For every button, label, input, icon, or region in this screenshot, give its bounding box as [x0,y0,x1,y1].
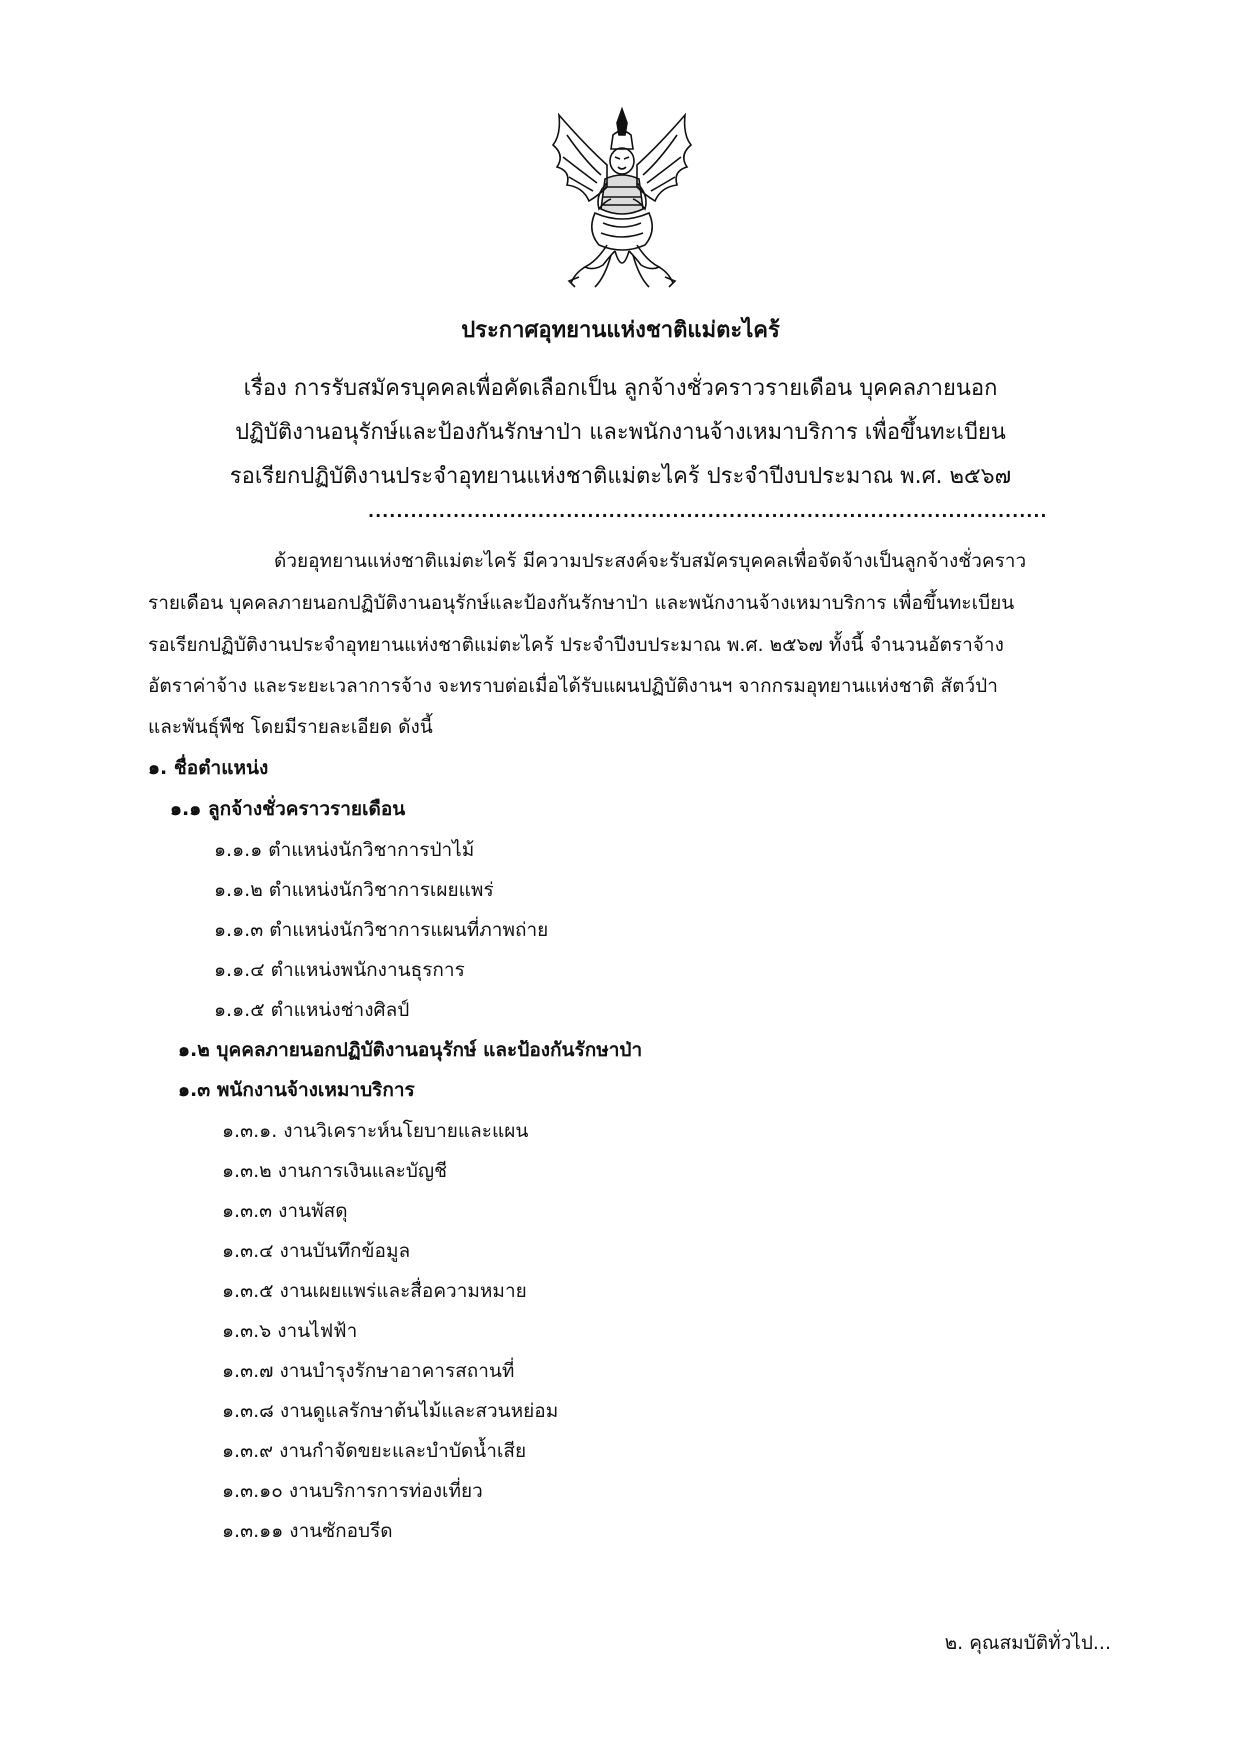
list-item: ๑.๓.๖ งานไฟฟ้า [222,1320,358,1342]
list-item: ๑.๑.๒ ตำแหน่งนักวิชาการเผยแพร่ [214,879,494,901]
announcement-title: ประกาศอุทยานแห่งชาติแม่ตะไคร้ [461,318,780,343]
list-item: ๑.๑.๓ ตำแหน่งนักวิชาการแผนที่ภาพถ่าย [214,919,549,941]
list-item: ๑.๑.๑ ตำแหน่งนักวิชาการป่าไม้ [214,839,475,861]
body-paragraph-line: และพันธุ์พืช โดยมีรายละเอียด ดังนี้ [148,716,433,738]
continuation-note: ๒. คุณสมบัติทั่วไป... [944,1632,1111,1654]
body-paragraph-line: ด้วยอุทยานแห่งชาติแม่ตะไคร้ มีความประสงค์จะรับสมัครบุคคลเพื่อจัดจ้างเป็นลูกจ้างชั่วคราว [274,550,1027,572]
list-item: ๑.๓.๓ งานพัสดุ [222,1200,348,1222]
list-item: ๑.๑.๔ ตำแหน่งพนักงานธุรการ [214,959,465,981]
subject-line: ปฏิบัติงานอนุรักษ์และป้องกันรักษาป่า และพนักงานจ้างเหมาบริการ เพื่อขึ้นทะเบียน [235,420,1006,445]
subsection-heading: ๑.๓ พนักงานจ้างเหมาบริการ [178,1079,415,1101]
list-item: ๑.๓.๑๐ งานบริการการท่องเที่ยว [222,1480,483,1502]
list-item: ๑.๓.๑๑ งานซักอบรีด [222,1520,393,1542]
body-paragraph-line: รอเรียกปฏิบัติงานประจำอุทยานแห่งชาติแม่ตะไคร้ ประจำปีงบประมาณ พ.ศ. ๒๕๖๗ ทั้งนี้ จำนวนอัตราจ้าง [148,634,1004,656]
list-item: ๑.๓.๔ งานบันทึกข้อมูล [222,1240,411,1262]
section-heading: ๑. ชื่อตำแหน่ง [148,757,269,779]
list-item: ๑.๓.๕ งานเผยแพร่และสื่อความหมาย [222,1280,527,1302]
list-item: ๑.๑.๕ ตำแหน่งช่างศิลป์ [214,999,410,1021]
subsection-heading: ๑.๑ ลูกจ้างชั่วคราวรายเดือน [170,798,406,820]
list-item: ๑.๓.๘ งานดูแลรักษาต้นไม้และสวนหย่อม [222,1400,559,1422]
subsection-heading: ๑.๒ บุคคลภายนอกปฏิบัติงานอนุรักษ์ และป้องกันรักษาป่า [178,1039,643,1061]
list-item: ๑.๓.๑. งานวิเคราะห์นโยบายและแผน [222,1120,529,1142]
body-paragraph-line: อัตราค่าจ้าง และระยะเวลาการจ้าง จะทราบต่อเมื่อได้รับแผนปฏิบัติงานฯ จากกรมอุทยานแห่งชาติ สัตว์ป่า [148,675,998,697]
list-item: ๑.๓.๙ งานกำจัดขยะและบำบัดน้ำเสีย [222,1440,527,1462]
subject-line: รอเรียกปฏิบัติงานประจำอุทยานแห่งชาติแม่ตะไคร้ ประจำปีงบประมาณ พ.ศ. ๒๕๖๗ [229,464,1012,489]
list-item: ๑.๓.๗ งานบำรุงรักษาอาคารสถานที่ [222,1360,515,1382]
garuda-emblem-icon [545,105,700,295]
list-item: ๑.๓.๒ งานการเงินและบัญชี [222,1160,448,1182]
subject-line: เรื่อง การรับสมัครบุคคลเพื่อคัดเลือกเป็น ลูกจ้างชั่วคราวรายเดือน บุคคลภายนอก [243,376,998,401]
dotted-separator: ................................................................................................ [368,502,1048,521]
body-paragraph-line: รายเดือน บุคคลภายนอกปฏิบัติงานอนุรักษ์และป้องกันรักษาป่า และพนักงานจ้างเหมาบริการ เพื่อขึ้นทะเบียน [148,592,1015,614]
